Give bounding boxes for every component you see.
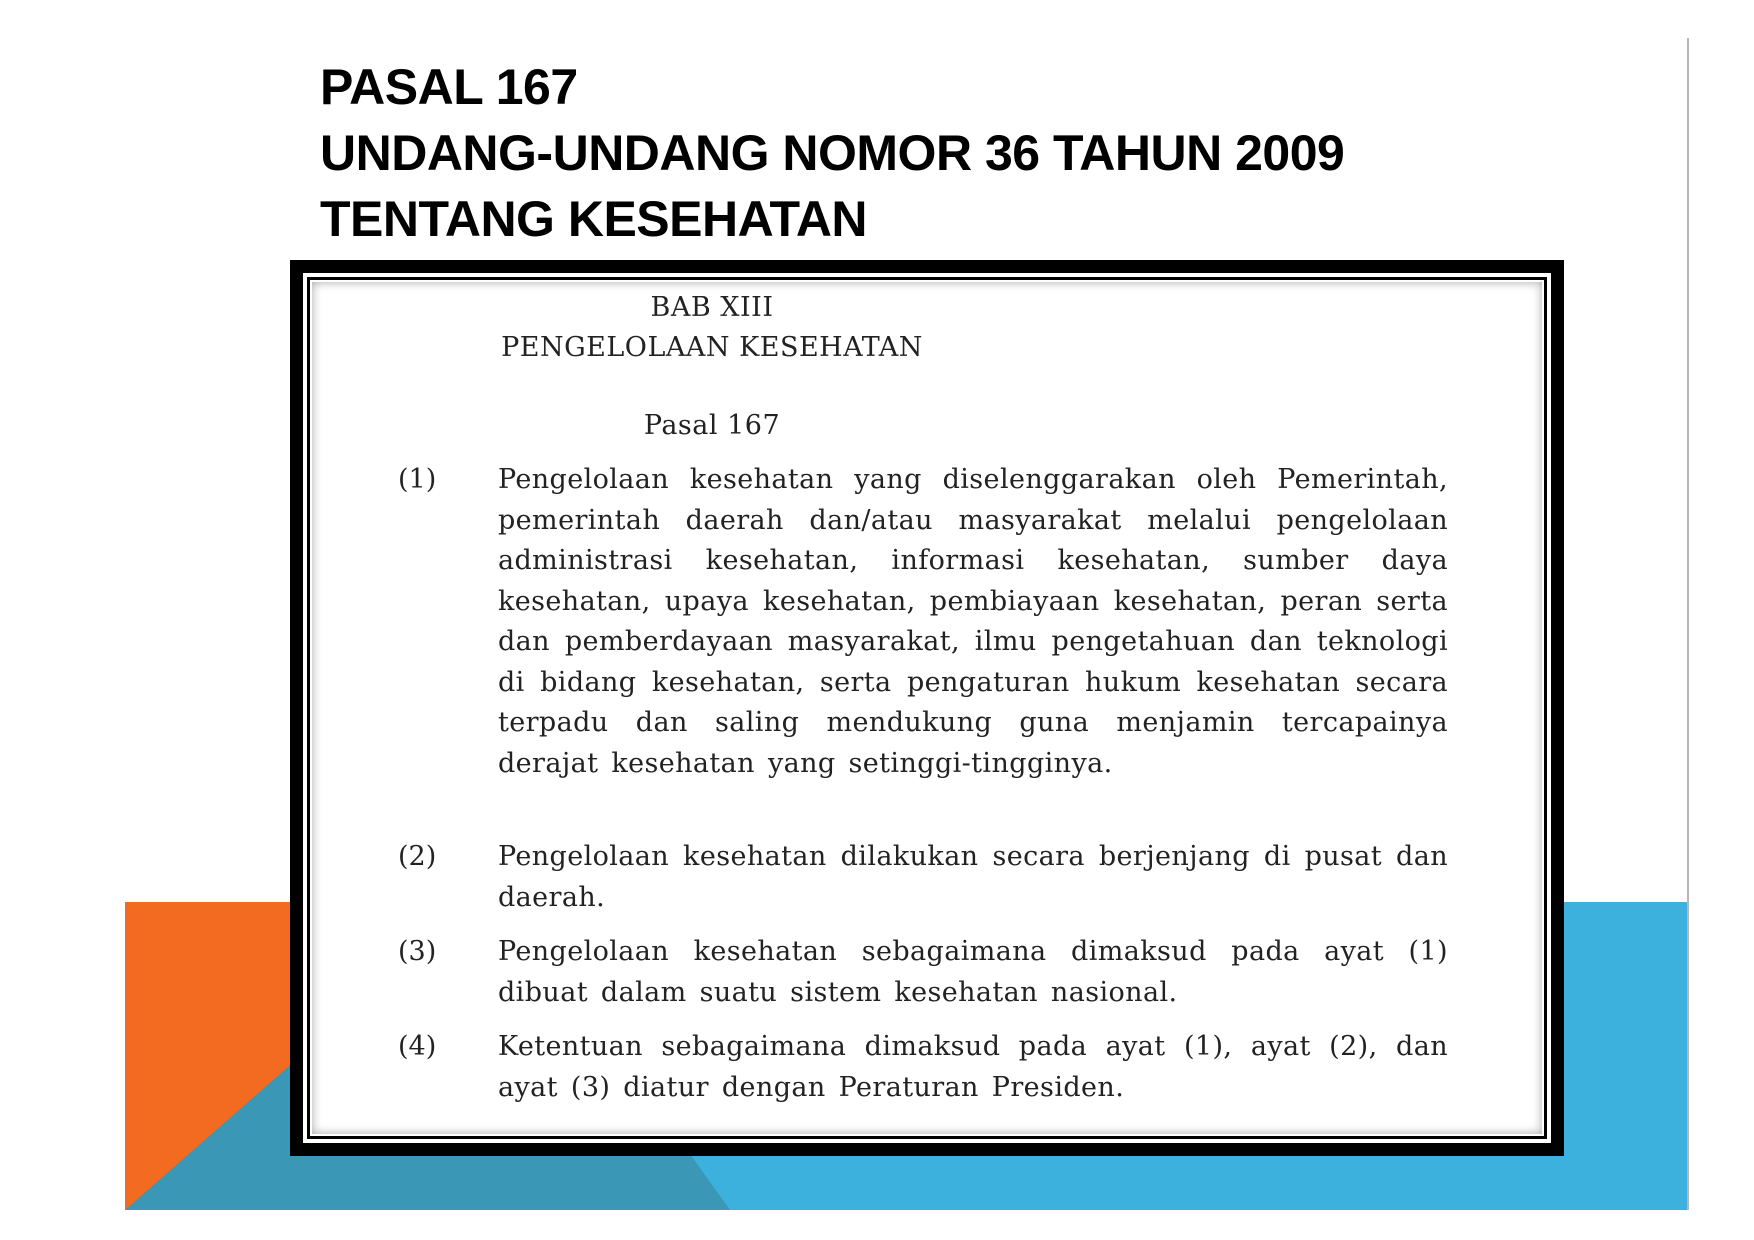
- clause-text: Pengelolaan kesehatan sebagaimana dimaksud pada ayat (1) dibuat dalam suatu sistem kesehatan nasional.: [498, 936, 1448, 1008]
- slide-title: [320, 54, 1620, 252]
- title-line-2: UNDANG-UNDANG NOMOR 36 TAHUN 2009: [320, 125, 1345, 181]
- clause-number: (1): [398, 464, 437, 495]
- chapter-number: BAB XIII: [650, 292, 774, 323]
- clause-text: Pengelolaan kesehatan yang diselenggarakan oleh Pemerintah, pemerintah daerah dan/atau masyarakat melalui pengelolaan administrasi kesehatan, informasi kesehatan, sumber daya kesehatan, upaya kesehatan, pembiayaan kesehatan, peran serta dan pemberdayaan masyarakat, ilmu pengetahuan dan teknologi di bidang kesehatan, serta pengaturan hukum kesehatan secara terpadu dan saling mendukung guna menjamin tercapainya derajat kesehatan yang setinggi-tingginya.: [498, 464, 1448, 779]
- title-line-3: TENTANG KESEHATAN: [320, 191, 868, 247]
- title-line-1: PASAL 167: [320, 59, 578, 115]
- law-document-image: [312, 282, 1542, 1134]
- clause-number: (3): [398, 936, 437, 967]
- clause-number: (2): [398, 841, 437, 872]
- clause-text: Pengelolaan kesehatan dilakukan secara berjenjang di pusat dan daerah.: [498, 841, 1448, 913]
- article-number: Pasal 167: [643, 410, 781, 441]
- clause-number: (4): [398, 1031, 437, 1062]
- right-divider: [1687, 38, 1689, 1210]
- clause-text: Ketentuan sebagaimana dimaksud pada ayat (1), ayat (2), dan ayat (3) diatur dengan Peraturan Presiden.: [498, 1031, 1448, 1103]
- chapter-title: PENGELOLAAN KESEHATAN: [501, 332, 923, 363]
